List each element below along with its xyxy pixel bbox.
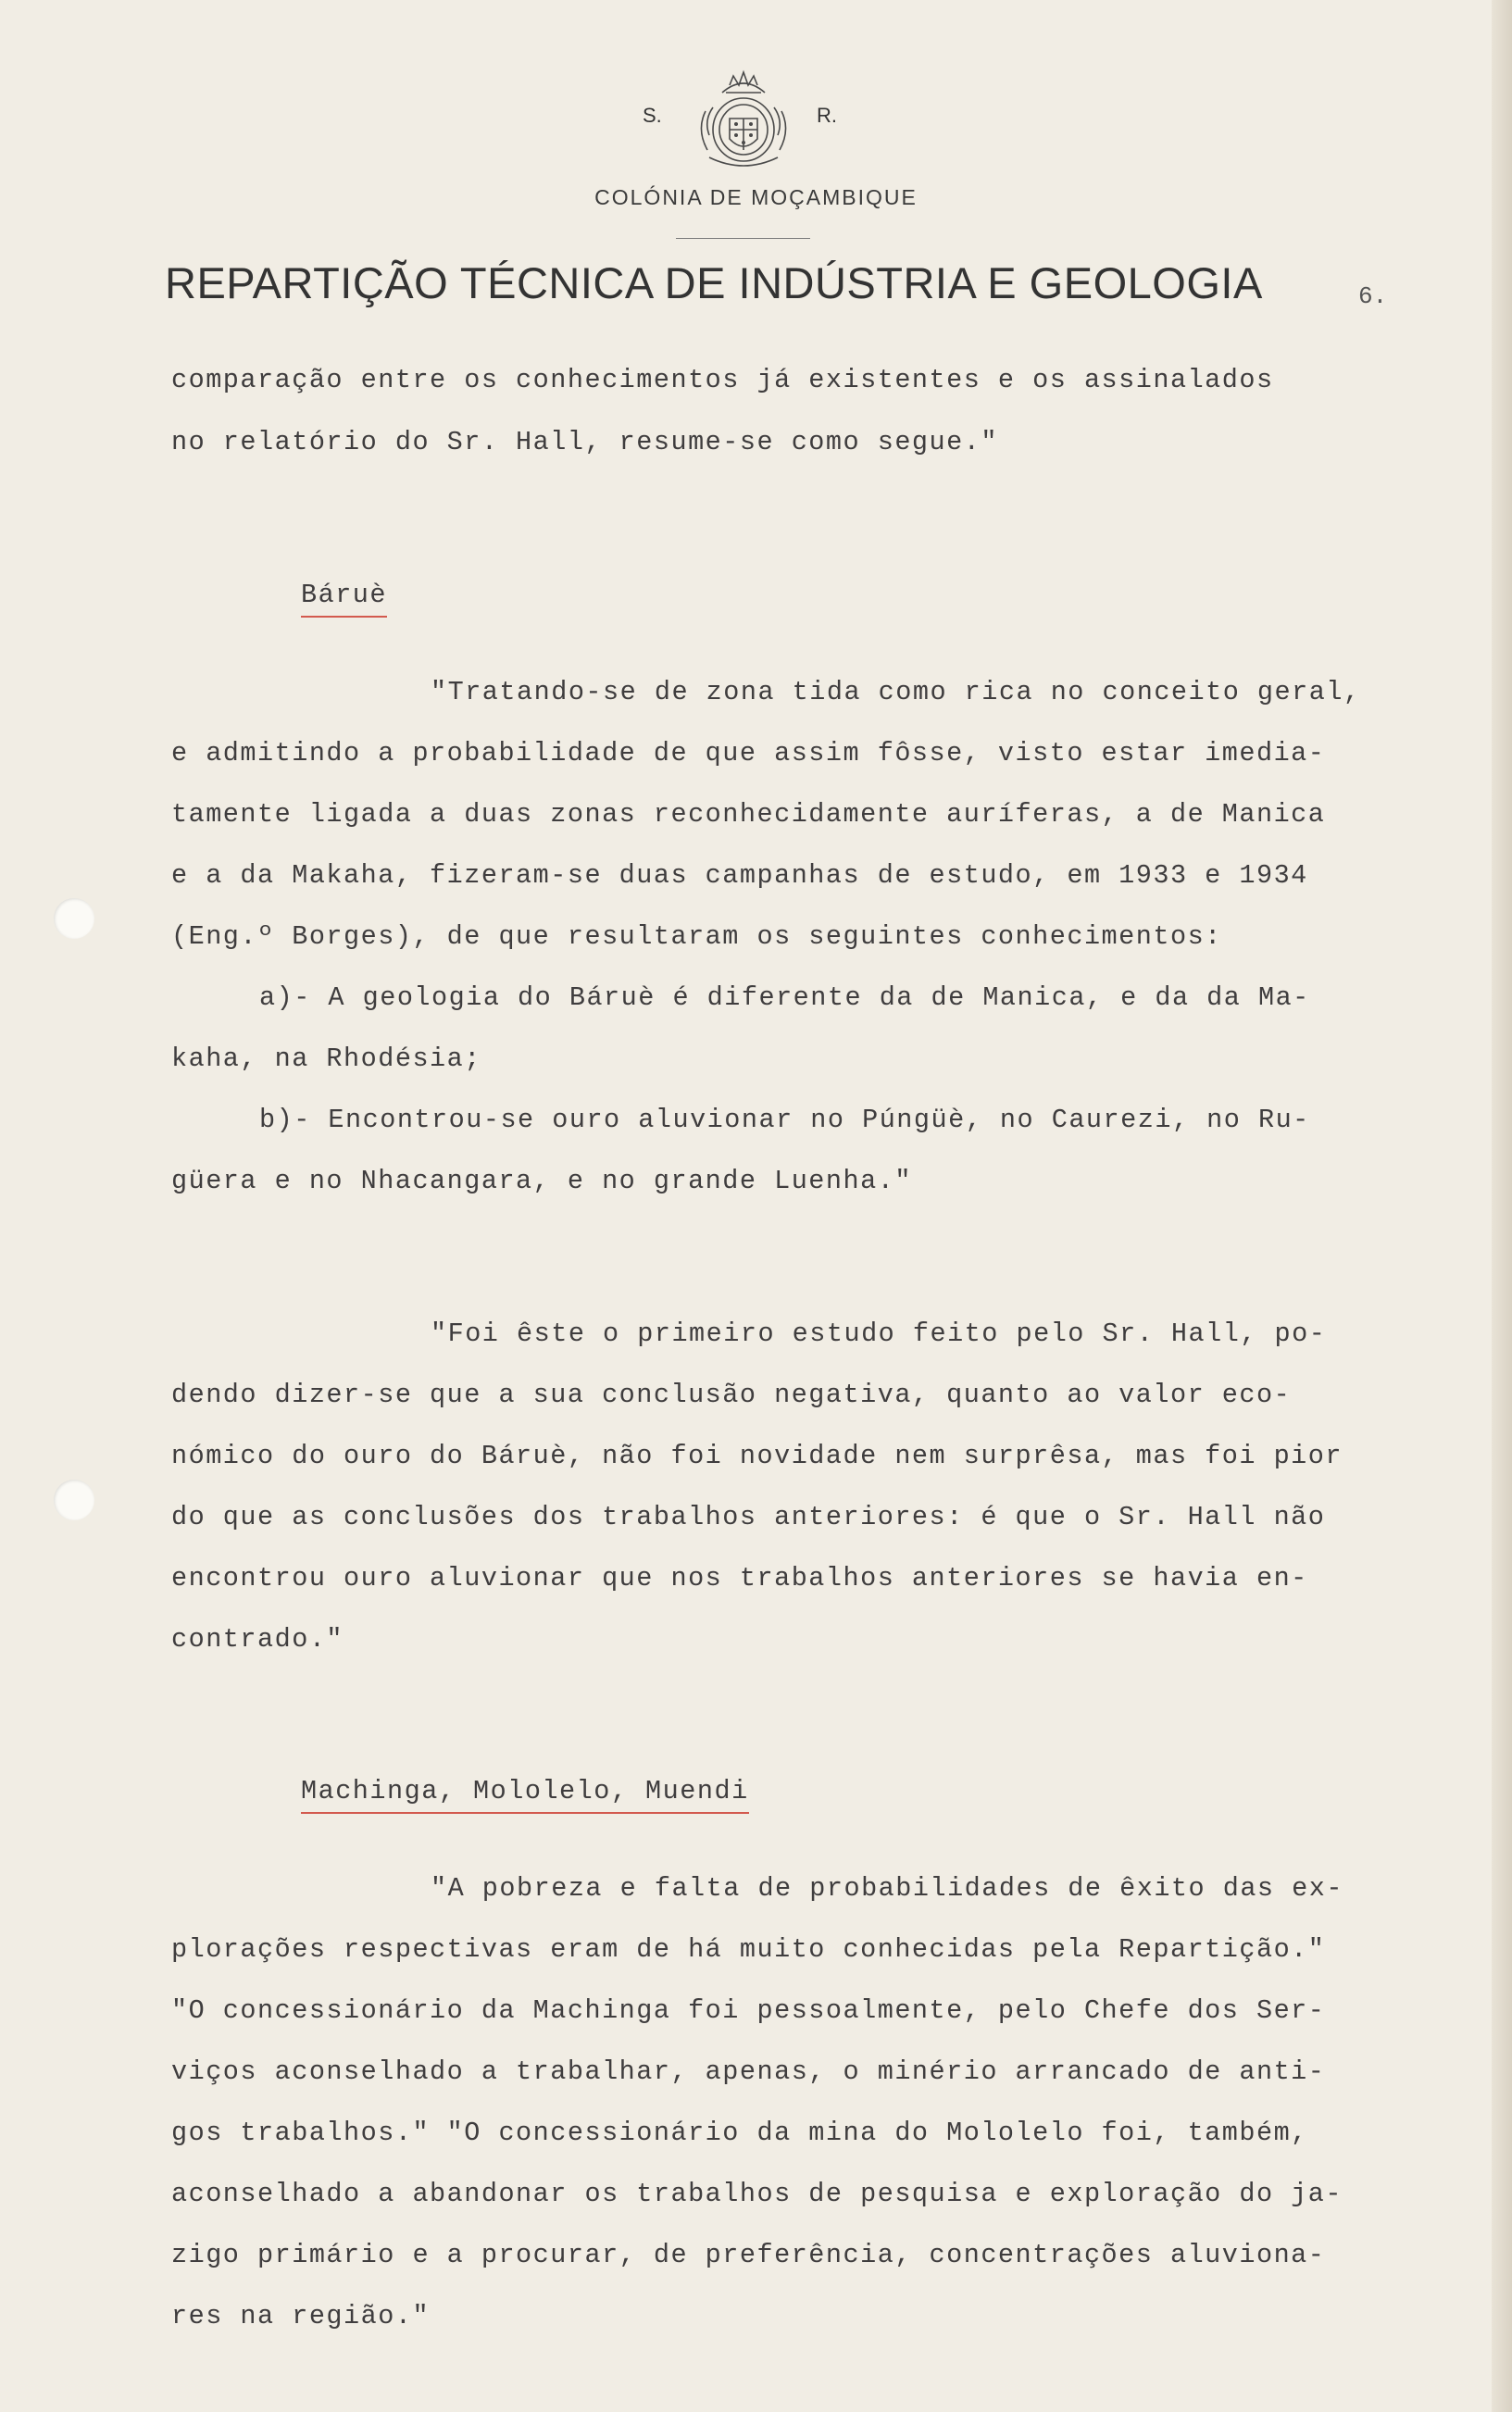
text-line: comparação entre os conhecimentos já existentes e os assinalados	[171, 365, 1274, 395]
text-line: viços aconselhado a trabalhar, apenas, o minério arrancado de anti-	[171, 2056, 1326, 2087]
colony-name: COLÓNIA DE MOÇAMBIQUE	[594, 185, 918, 209]
punch-hole-bottom	[54, 1480, 94, 1520]
text-line: güera e no Nhacangara, e no grande Luenha."	[171, 1166, 912, 1196]
text-line: res na região."	[171, 2301, 431, 2331]
text-line: e admitindo a probabilidade de que assim fôsse, visto estar imedia-	[171, 738, 1326, 769]
text-line: plorações respectivas eram de há muito conhecidas pela Repartição."	[171, 1934, 1326, 1965]
text-line: (Eng.º Borges), de que resultaram os seguintes conhecimentos:	[171, 921, 1222, 952]
text-line: a)- A geologia do Báruè é diferente da de Manica, e da da Ma-	[259, 982, 1310, 1013]
text-line: dendo dizer-se que a sua conclusão negativa, quanto ao valor eco-	[171, 1380, 1292, 1410]
section-heading: Machinga, Mololelo, Muendi	[301, 1776, 749, 1814]
text-line: zigo primário e a procurar, de preferência, concentrações aluviona-	[171, 2240, 1326, 2270]
letterhead-initial-right: R.	[817, 104, 837, 127]
punch-hole-top	[54, 898, 94, 939]
text-line: e a da Makaha, fizeram-se duas campanhas de estudo, em 1933 e 1934	[171, 860, 1308, 891]
text-line: gos trabalhos." "O concessionário da mina do Mololelo foi, também,	[171, 2118, 1308, 2148]
text-line: kaha, na Rhodésia;	[171, 1044, 481, 1074]
text-line: b)- Encontrou-se ouro aluvionar no Púngüè, no Caurezi, no Ru-	[259, 1105, 1310, 1135]
page-edge	[1492, 0, 1512, 2412]
text-line: "A pobreza e falta de probabilidades de êxito das ex-	[431, 1873, 1343, 1904]
text-line: encontrou ouro aluvionar que nos trabalhos anteriores se havia en-	[171, 1563, 1308, 1593]
text-line: contrado."	[171, 1624, 344, 1655]
letterhead-initial-left: S.	[643, 104, 662, 127]
text-line: aconselhado a abandonar os trabalhos de pesquisa e exploração do ja-	[171, 2179, 1343, 2209]
text-line: do que as conclusões dos trabalhos anteriores: é que o Sr. Hall não	[171, 1502, 1326, 1532]
text-line: tamente ligada a duas zonas reconhecidamente auríferas, a de Manica	[171, 799, 1326, 830]
coat-of-arms-seal	[687, 65, 800, 174]
text-line: "Foi êste o primeiro estudo feito pelo Sr. Hall, po-	[431, 1318, 1327, 1349]
text-line: "O concessionário da Machinga foi pessoalmente, pelo Chefe dos Ser-	[171, 1995, 1326, 2026]
text-line: "Tratando-se de zona tida como rica no conceito geral,	[431, 677, 1361, 707]
department-title: REPARTIÇÃO TÉCNICA DE INDÚSTRIA E GEOLOGIA	[165, 258, 1263, 307]
section-heading: Báruè	[301, 580, 387, 618]
letterhead-divider	[676, 238, 810, 239]
text-line: nómico do ouro do Báruè, não foi novidade nem surprêsa, mas foi pior	[171, 1441, 1343, 1471]
text-line: no relatório do Sr. Hall, resume-se como segue."	[171, 427, 998, 457]
page-number: 6.	[1358, 282, 1388, 310]
